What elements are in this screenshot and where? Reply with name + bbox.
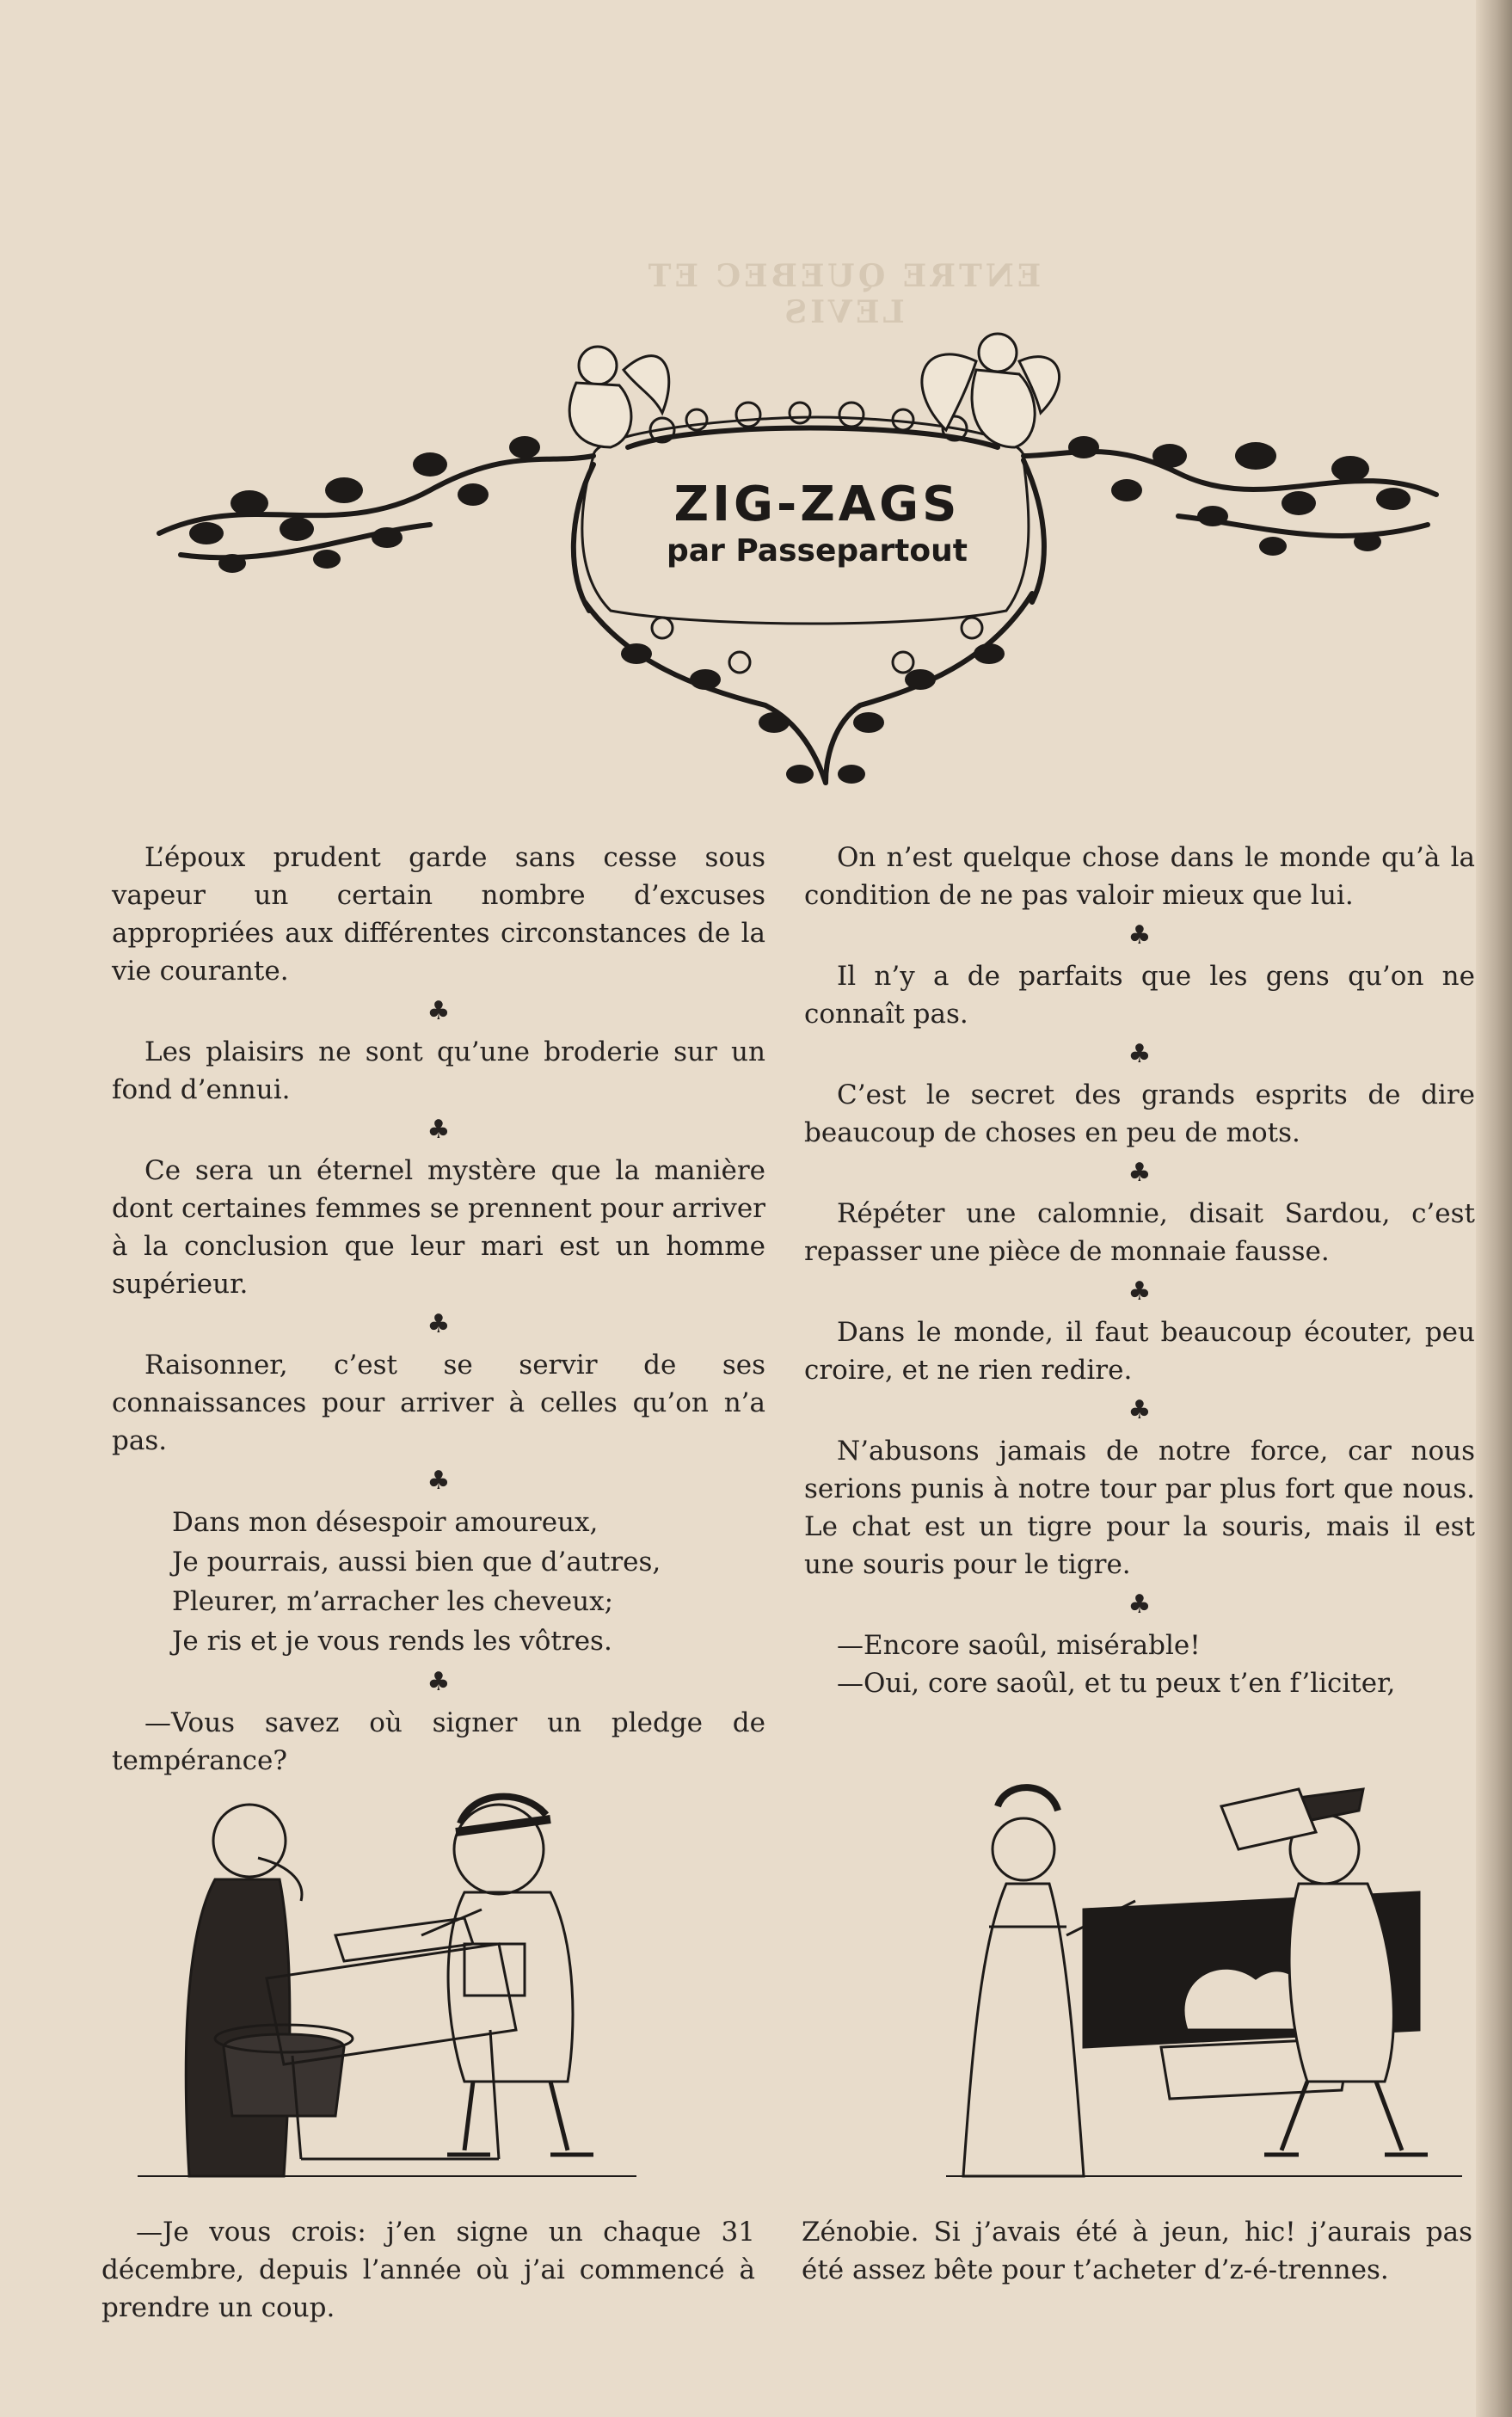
maxim-right-1: On n’est quelque chose dans le monde qu’à la condition de ne pas valoir mieux que lui. — [804, 842, 1475, 911]
page-edge — [1476, 0, 1512, 2417]
club-separator-icon: ♣ — [1128, 1158, 1152, 1188]
club-separator-icon: ♣ — [1128, 1590, 1152, 1620]
title-block — [593, 477, 1041, 570]
maxim-right-4: Répéter une calomnie, disait Sardou, c’est repasser une pièce de monnaie fausse. — [804, 1198, 1475, 1267]
club-separator-icon: ♣ — [427, 1309, 451, 1339]
club-separator-icon: ♣ — [427, 1115, 451, 1145]
maxim-right-5: Dans le monde, il faut beaucoup écouter, peu croire, et ne rien redire. — [804, 1317, 1475, 1386]
dialog-right-1: —Encore saoûl, misérable! — [837, 1630, 1201, 1661]
maxim-left-1: L’époux prudent garde sans cesse sous vapeur un certain nombre d’excuses appropriées aux différentes circonstances de la vie courante. — [112, 842, 765, 987]
club-separator-icon: ♣ — [427, 1667, 451, 1697]
maxim-left-2: Les plaisirs ne sont qu’une broderie sur un fond d’ennui. — [112, 1036, 765, 1105]
left-column — [112, 839, 765, 1780]
club-separator-icon: ♣ — [1128, 1395, 1152, 1425]
dialog-right-2: —Oui, core saoûl, et tu peux t’en f’liciter, — [837, 1668, 1396, 1699]
maxim-right-3: C’est le secret des grands esprits de dire beaucoup de choses en peu de mots. — [804, 1079, 1475, 1148]
bleed-through-text: ENTRE QUEBEC ET LEVIS — [644, 258, 1042, 330]
club-separator-icon: ♣ — [1128, 920, 1152, 950]
cartoon-drunk-gift — [937, 1772, 1471, 2185]
club-separator-icon: ♣ — [1128, 1039, 1152, 1069]
header-byline: par Passepartout — [667, 533, 968, 569]
maxim-left-3: Ce sera un éternel mystère que la manière dont certaines femmes se prennent pour arriver à la conclusion que leur mari est un homme supérieur. — [112, 1155, 765, 1300]
right-column — [804, 839, 1475, 1702]
caption-left: —Je vous crois: j’en signe un chaque 31 décembre, depuis l’année où j’ai commencé à prendre un coup. — [101, 2217, 755, 2323]
caption-right: Zénobie. Si j’avais été à jeun, hic! j’aurais pas été assez bête pour t’acheter d’z-é-trennes. — [802, 2217, 1472, 2285]
verse-line: Je ris et je vous rends les vôtres. — [172, 1626, 612, 1657]
club-separator-icon: ♣ — [427, 996, 451, 1026]
header-title: ZIG-ZAGS — [673, 477, 961, 532]
verse-line: Je pourrais, aussi bien que d’autres, — [172, 1547, 661, 1578]
maxim-left-4: Raisonner, c’est se servir de ses connaissances pour arriver à celles qu’on n’a pas. — [112, 1350, 765, 1456]
cartoon-pledge-signing — [120, 1772, 654, 2193]
maxim-right-2: Il n’y a de parfaits que les gens qu’on ne connaît pas. — [804, 961, 1475, 1030]
verse-stanza — [172, 1503, 765, 1661]
verse-line: Pleurer, m’arracher les cheveux; — [172, 1586, 614, 1617]
club-separator-icon: ♣ — [1128, 1276, 1152, 1307]
verse-line: Dans mon désespoir amoureux, — [172, 1507, 599, 1538]
dialog-left: —Vous savez où signer un pledge de tempérance? — [112, 1707, 765, 1776]
club-separator-icon: ♣ — [427, 1466, 451, 1496]
maxim-right-6: N’abusons jamais de notre force, car nous serions punis à notre tour par plus fort que nous. Le chat est un tigre pour la souris, mais il est une souris pour le tigre. — [804, 1436, 1475, 1580]
zig-zags-header — [146, 318, 1454, 800]
